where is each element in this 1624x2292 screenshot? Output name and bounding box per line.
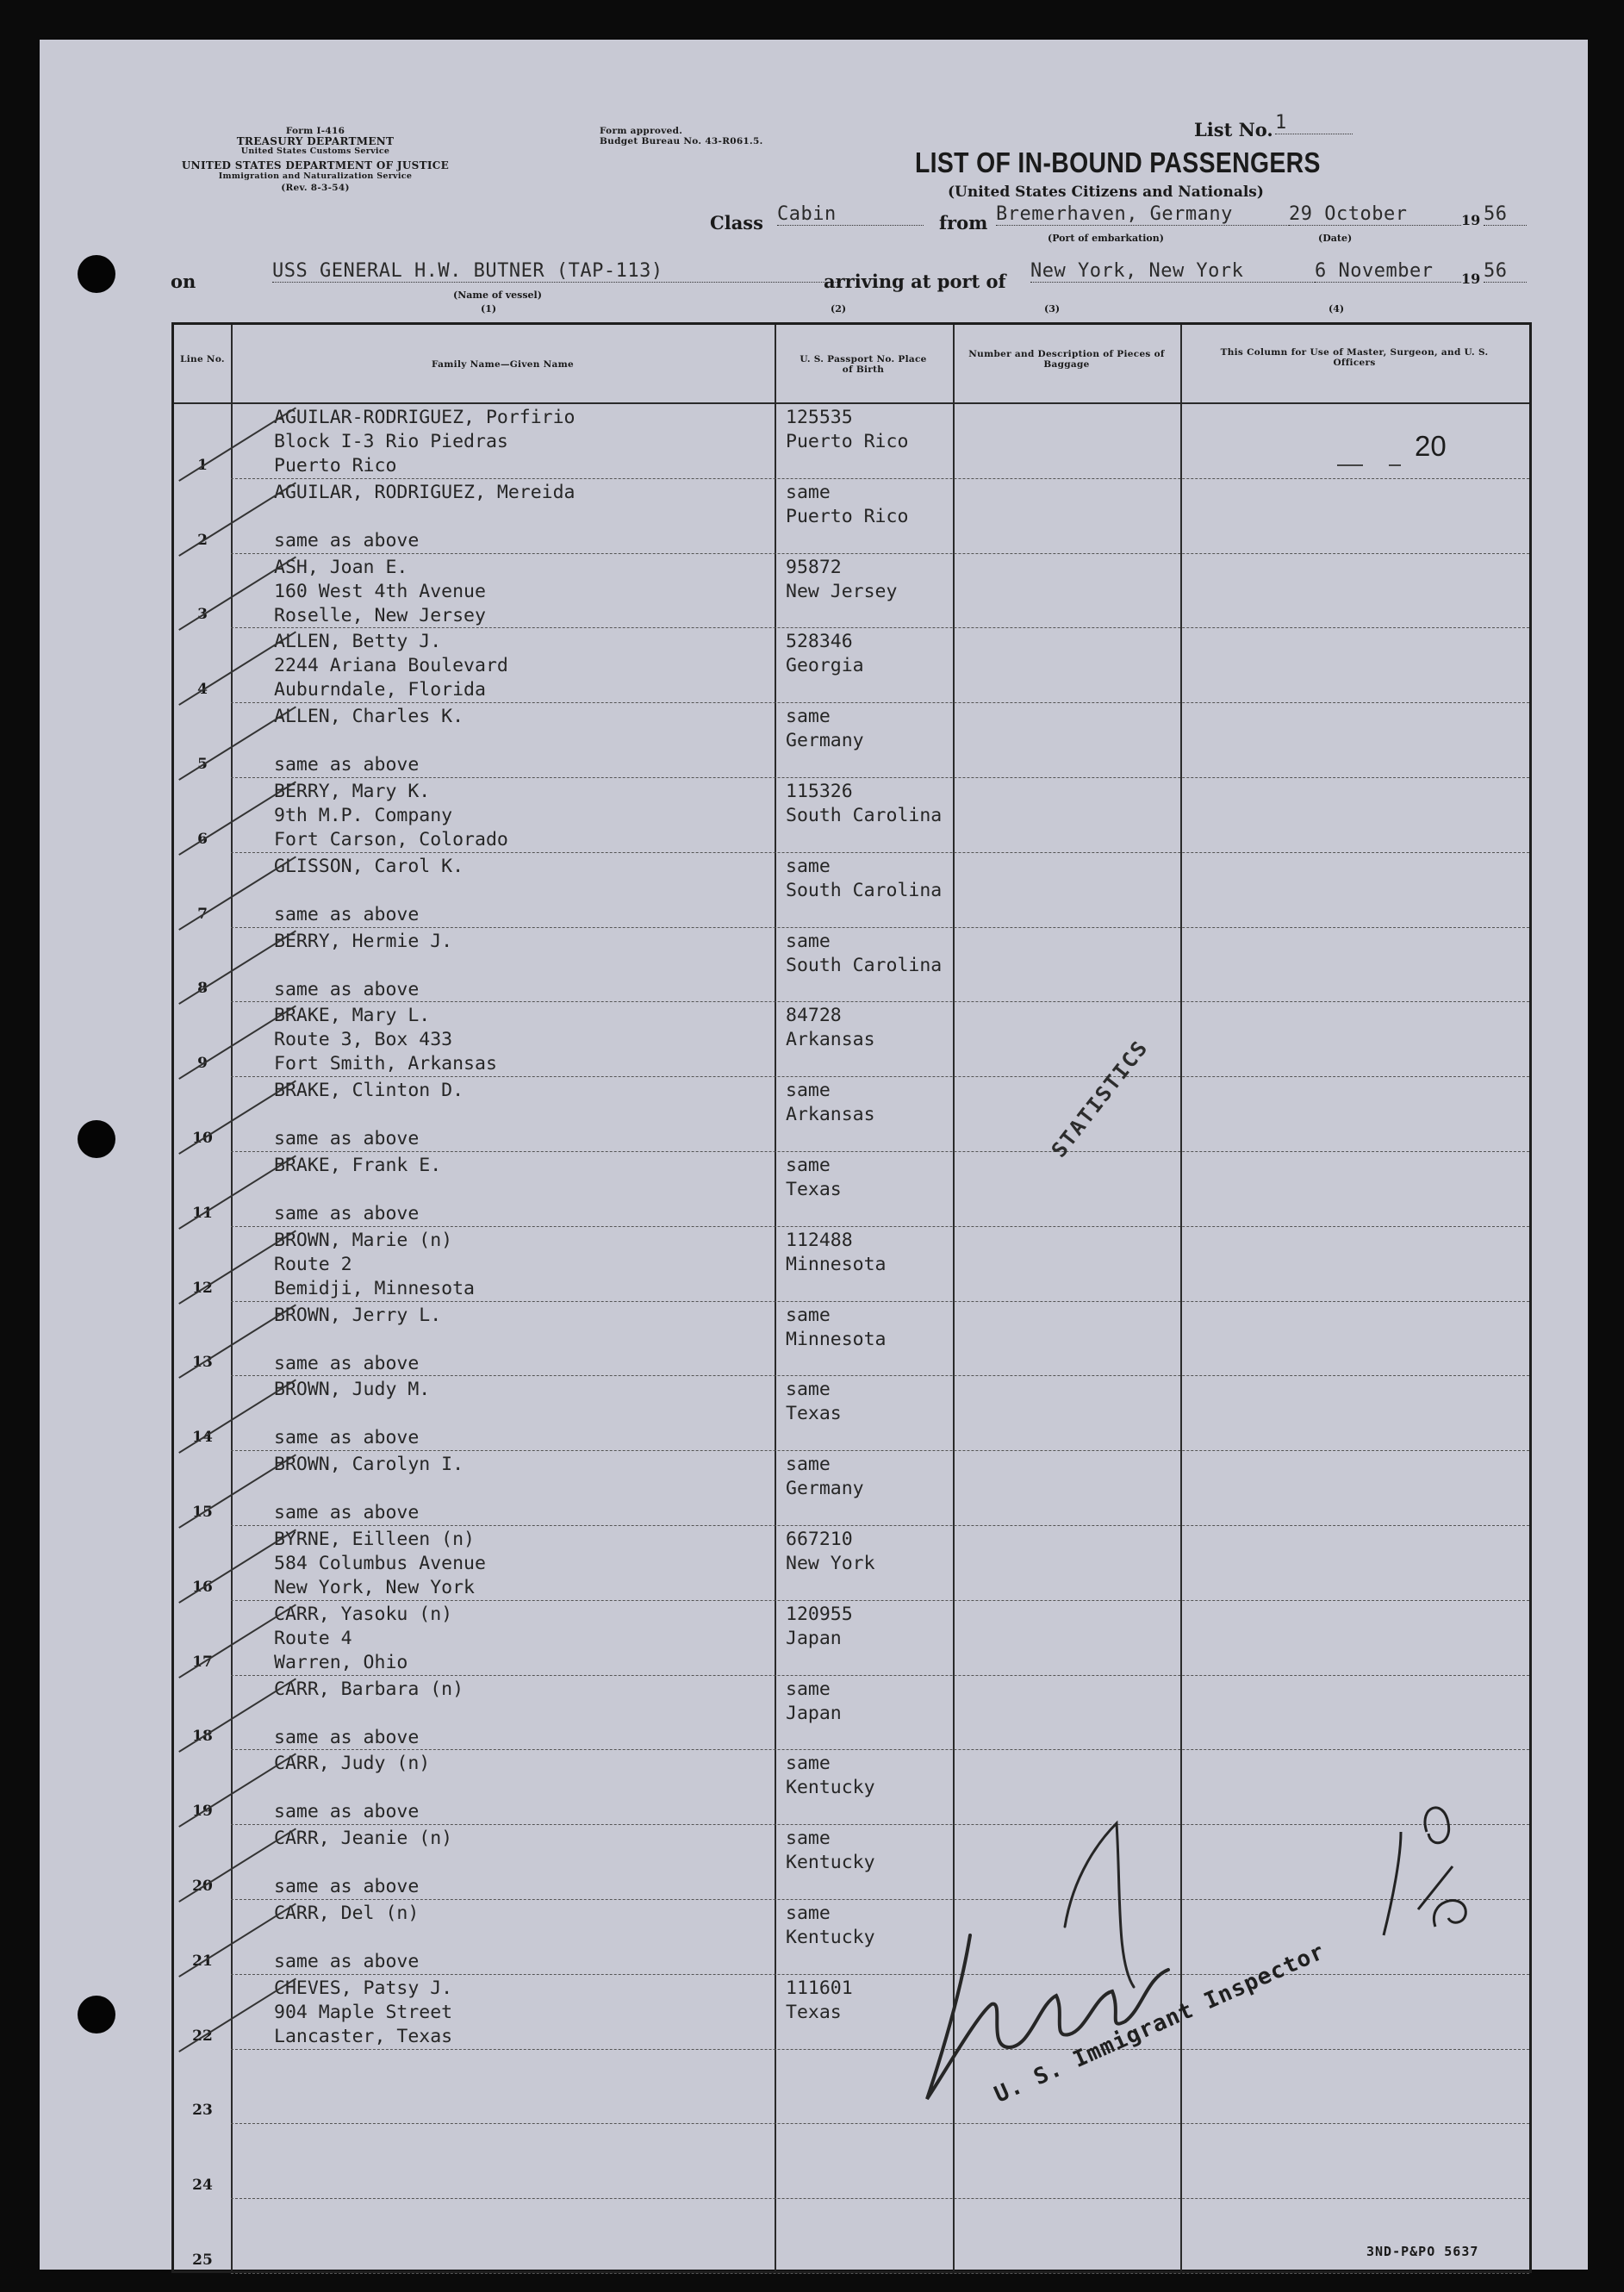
- punch-hole: [78, 255, 115, 293]
- passenger-address-line: Bemidji, Minnesota: [274, 1277, 475, 1299]
- line-number: 3: [197, 606, 208, 624]
- passenger-name: BROWN, Jerry L.: [274, 1304, 442, 1326]
- table-row: [174, 479, 1529, 554]
- passenger-name-address: [274, 1229, 475, 1301]
- table-row: [174, 2050, 1529, 2125]
- passport-number: same: [786, 1379, 831, 1401]
- passport-number: same: [786, 1753, 831, 1775]
- passenger-name: CARR, Jeanie (n): [274, 1828, 453, 1850]
- table-row: [174, 1825, 1529, 1900]
- place-of-birth: Texas: [786, 1403, 842, 1425]
- passport-number: 111601: [786, 1977, 853, 1999]
- passenger-name: BRAKE, Clinton D.: [274, 1080, 464, 1102]
- passenger-address-line: Lancaster, Texas: [274, 2025, 453, 2047]
- header-line-no: Line No.: [180, 354, 225, 364]
- header-baggage: Number and Description of Pieces of Baggage: [968, 349, 1165, 370]
- passenger-address-line: [274, 2225, 285, 2249]
- form-approved: Form approved.: [600, 126, 683, 136]
- passenger-name-address: [274, 556, 486, 628]
- passport-number: [786, 2126, 797, 2150]
- year-prefix: 19: [1461, 212, 1481, 228]
- date-caption: (Date): [1318, 233, 1353, 244]
- passport-birthplace: [786, 1304, 887, 1352]
- line-number: 8: [197, 980, 208, 998]
- passport-birthplace: [786, 1528, 875, 1576]
- place-of-birth: Arkansas: [786, 1104, 875, 1126]
- passport-number: 95872: [786, 556, 842, 578]
- passenger-address-line: [274, 1328, 441, 1352]
- place-of-birth: Puerto Rico: [786, 505, 909, 527]
- line-number: 12: [192, 1279, 213, 1297]
- line-number: 17: [192, 1653, 213, 1671]
- line-number: 22: [192, 2027, 213, 2045]
- passenger-name: ALLEN, Betty J.: [274, 631, 442, 653]
- officer-count: 20: [1415, 430, 1447, 462]
- passenger-address-line: same as above: [274, 1801, 420, 1823]
- passport-birthplace: [786, 406, 908, 454]
- place-of-birth: Germany: [786, 730, 864, 752]
- passenger-name: BERRY, Mary K.: [274, 781, 431, 802]
- embarkation-port: Bremerhaven, Germany: [996, 203, 1289, 226]
- passenger-name-address: [274, 1603, 452, 1675]
- passport-birthplace: [786, 1378, 842, 1426]
- table-row: [174, 2199, 1529, 2274]
- passenger-name: CHEVES, Patsy J.: [274, 1977, 453, 1999]
- passenger-name-address: [274, 705, 464, 777]
- passenger-address-line: [274, 2174, 285, 2198]
- passport-birthplace: [786, 481, 908, 529]
- passenger-address-line: Warren, Ohio: [274, 1651, 408, 1673]
- passenger-address-line: 9th M.P. Company: [274, 805, 453, 826]
- passenger-name-address: [274, 1827, 452, 1899]
- passenger-address-line: same as above: [274, 1502, 420, 1524]
- passport-number: same: [786, 481, 831, 503]
- line-number: 18: [192, 1728, 213, 1746]
- passenger-name: BERRY, Hermie J.: [274, 930, 453, 952]
- place-of-birth: Japan: [786, 1702, 842, 1724]
- passenger-address-line: same as above: [274, 1726, 420, 1748]
- passenger-address-line: [274, 2076, 285, 2100]
- passport-birthplace: [786, 1827, 875, 1875]
- passenger-address-line: Fort Smith, Arkansas: [274, 1053, 497, 1075]
- place-of-birth: New York: [786, 1553, 875, 1574]
- passenger-address-line: [274, 1776, 430, 1800]
- passenger-name: CARR, Del (n): [274, 1903, 420, 1924]
- line-number: 2: [197, 531, 208, 549]
- place-of-birth: Kentucky: [786, 1927, 875, 1948]
- passport-number: same: [786, 1080, 831, 1102]
- passenger-name-address: [274, 1902, 419, 1974]
- passenger-name-address: [274, 1678, 464, 1750]
- passport-number: 667210: [786, 1529, 853, 1550]
- passenger-name: ALLEN, Charles K.: [274, 706, 464, 728]
- passport-number: same: [786, 1454, 831, 1476]
- passenger-address-line: [274, 1103, 464, 1127]
- passenger-name-address: [274, 1378, 430, 1450]
- form-title: LIST OF IN-BOUND PASSENGERS: [915, 146, 1321, 178]
- passenger-address-line: [274, 1477, 464, 1501]
- table-row: [174, 404, 1529, 479]
- passport-number: same: [786, 1903, 831, 1924]
- place-of-birth: Kentucky: [786, 1777, 875, 1799]
- passenger-name: CARR, Yasoku (n): [274, 1603, 453, 1625]
- passenger-name: [274, 2126, 285, 2150]
- passenger-address-line: Auburndale, Florida: [274, 679, 486, 701]
- margin-note: [1366, 1797, 1478, 1944]
- passenger-table: [171, 322, 1532, 2273]
- passport-birthplace: [786, 1154, 842, 1202]
- passenger-address-line: same as above: [274, 1128, 420, 1150]
- passenger-name-address: [274, 1752, 430, 1824]
- form-number: Form I-416: [285, 126, 345, 136]
- passenger-name: [274, 2052, 285, 2076]
- header-name: Family Name—Given Name: [431, 359, 575, 370]
- passport-birthplace: [786, 855, 942, 903]
- place-of-birth: South Carolina: [786, 805, 943, 826]
- passenger-name: CARR, Judy (n): [274, 1753, 431, 1775]
- place-of-birth: Puerto Rico: [786, 431, 909, 452]
- col-num-4: (4): [1328, 303, 1345, 315]
- customs-service: United States Customs Service: [240, 146, 390, 156]
- line-number: 6: [197, 830, 208, 848]
- line-number: 1: [197, 456, 208, 474]
- table-row: [174, 853, 1529, 928]
- line-number: 5: [197, 755, 208, 773]
- officer-dash: [1389, 464, 1401, 466]
- table-row: [174, 1302, 1529, 1377]
- passport-birthplace: [786, 930, 942, 978]
- passenger-name: BROWN, Judy M.: [274, 1379, 431, 1401]
- punch-hole: [78, 1120, 115, 1158]
- table-row: [174, 1451, 1529, 1526]
- line-number: 25: [192, 2251, 213, 2269]
- arrival-year: 56: [1484, 260, 1527, 283]
- place-of-birth: [786, 2150, 797, 2174]
- table-row: [174, 1376, 1529, 1451]
- passport-birthplace: [786, 556, 897, 604]
- on-label: on: [171, 271, 196, 292]
- punch-hole: [78, 1996, 115, 2034]
- list-no-value: 1: [1275, 112, 1353, 134]
- passport-birthplace: [786, 1752, 875, 1800]
- treasury-department: TREASURY DEPARTMENT: [236, 135, 395, 147]
- place-of-birth: Germany: [786, 1478, 864, 1500]
- passport-number: 528346: [786, 631, 853, 653]
- table-row: [174, 1601, 1529, 1676]
- line-number: 10: [192, 1129, 213, 1147]
- passenger-address-line: [274, 505, 576, 529]
- table-row: [174, 1152, 1529, 1227]
- passport-birthplace: [786, 2126, 797, 2174]
- passenger-name-address: [274, 406, 576, 478]
- passenger-address-line: 584 Columbus Avenue: [274, 1553, 486, 1574]
- table-row: [174, 928, 1529, 1003]
- passenger-name-address: [274, 2126, 285, 2198]
- header-officers: This Column for Use of Master, Surgeon, and U. S. Officers: [1220, 347, 1489, 368]
- passenger-address-line: Fort Carson, Colorado: [274, 829, 508, 850]
- line-number: 19: [192, 1803, 213, 1821]
- passport-birthplace: [786, 1678, 842, 1726]
- passenger-address-line: 2244 Ariana Boulevard: [274, 655, 508, 677]
- place-of-birth: Minnesota: [786, 1253, 887, 1275]
- officer-dash: [1337, 464, 1363, 466]
- table-row: [174, 1526, 1529, 1601]
- line-number: 21: [192, 1952, 213, 1970]
- passenger-name: BRAKE, Frank E.: [274, 1155, 442, 1176]
- passenger-name: GLISSON, Carol K.: [274, 855, 464, 877]
- passenger-address-line: [274, 954, 452, 978]
- passport-number: same: [786, 1678, 831, 1700]
- passport-number: 84728: [786, 1005, 842, 1027]
- passenger-name-address: [274, 930, 452, 1002]
- list-no-label: List No.: [1194, 119, 1273, 140]
- passport-birthplace: [786, 1004, 875, 1052]
- arrival-date: 6 November: [1315, 260, 1461, 283]
- passenger-address-line: same as above: [274, 978, 420, 1000]
- immigration-service: Immigration and Naturalization Service: [218, 171, 413, 181]
- place-of-birth: Arkansas: [786, 1029, 875, 1051]
- passenger-name-address: [274, 1304, 441, 1376]
- passenger-address-line: Block I-3 Rio Piedras: [274, 431, 508, 452]
- passenger-address-line: Route 2: [274, 1253, 352, 1275]
- from-label: from: [939, 212, 988, 234]
- footer-print-code: 3ND-P&PO 5637: [1366, 2244, 1479, 2259]
- passenger-address-line: same as above: [274, 1352, 420, 1374]
- passport-number: 125535: [786, 407, 853, 428]
- passenger-name-address: [274, 1977, 452, 2049]
- class-value: Cabin: [777, 203, 924, 226]
- arriving-label: arriving at port of: [824, 271, 1006, 292]
- manifest-sheet: [40, 40, 1588, 2270]
- passport-number: 112488: [786, 1229, 853, 1251]
- passenger-address-line: same as above: [274, 1876, 420, 1898]
- line-number: 9: [197, 1055, 208, 1073]
- col-num-2: (2): [831, 303, 847, 315]
- line-number: 4: [197, 681, 208, 699]
- line-number: 13: [192, 1354, 213, 1372]
- arrival-port: New York, New York: [1030, 260, 1315, 283]
- passport-birthplace: [786, 1603, 853, 1651]
- line-number: 7: [197, 905, 208, 923]
- passenger-name: AGUILAR-RODRIGUEZ, Porfirio: [274, 407, 576, 428]
- passenger-address-line: 160 West 4th Avenue: [274, 580, 486, 602]
- passenger-address-line: 904 Maple Street: [274, 2001, 453, 2023]
- passenger-address-line: Roselle, New Jersey: [274, 604, 486, 626]
- passport-number: same: [786, 706, 831, 728]
- place-of-birth: South Carolina: [786, 954, 943, 976]
- table-row: [174, 554, 1529, 629]
- place-of-birth: Minnesota: [786, 1328, 887, 1350]
- table-row: [174, 1077, 1529, 1152]
- passport-birthplace: [786, 780, 942, 828]
- passenger-address-line: same as above: [274, 1427, 420, 1449]
- port-caption: (Port of embarkation): [1048, 233, 1164, 244]
- embarkation-year: 56: [1484, 203, 1527, 226]
- passport-birthplace: [786, 1229, 887, 1277]
- passport-number: same: [786, 930, 831, 952]
- passenger-name: ASH, Joan E.: [274, 556, 408, 578]
- form-subtitle: (United States Citizens and Nationals): [948, 184, 1264, 201]
- place-of-birth: Texas: [786, 2001, 842, 2023]
- vessel-caption: (Name of vessel): [453, 290, 542, 301]
- passport-number: same: [786, 1304, 831, 1326]
- class-label: Class: [710, 212, 763, 234]
- passenger-address-line: [274, 2249, 285, 2273]
- immigrant-inspector-stamp: U. S. Immigrant Inspector: [990, 1938, 1329, 2108]
- line-number: 20: [192, 1877, 213, 1895]
- passport-number: same: [786, 1155, 831, 1176]
- passport-birthplace: [786, 1902, 875, 1950]
- passenger-address-line: [274, 1702, 464, 1726]
- table-row: [174, 2124, 1529, 2199]
- passenger-name-address: [274, 1079, 464, 1151]
- revision-date: (Rev. 8-3-54): [281, 183, 350, 193]
- passenger-address-line: [274, 879, 464, 903]
- passport-number: 115326: [786, 781, 853, 802]
- passenger-address-line: Puerto Rico: [274, 455, 397, 476]
- line-number: 11: [192, 1204, 213, 1222]
- table-row: [174, 1676, 1529, 1751]
- passenger-address-line: [274, 2150, 285, 2174]
- table-row: [174, 778, 1529, 853]
- place-of-birth: Japan: [786, 1627, 842, 1649]
- passenger-name-address: [274, 630, 508, 702]
- budget-bureau-no: Budget Bureau No. 43-R061.5.: [600, 136, 763, 146]
- passport-birthplace: [786, 1977, 853, 2025]
- place-of-birth: [786, 2225, 797, 2249]
- table-row: [174, 1227, 1529, 1302]
- passenger-name-address: [274, 1528, 486, 1600]
- passenger-name-address: [274, 1453, 464, 1525]
- line-number: 24: [192, 2177, 213, 2195]
- passenger-name: AGUILAR, RODRIGUEZ, Mereida: [274, 481, 576, 503]
- passenger-address-line: Route 3, Box 433: [274, 1029, 453, 1051]
- place-of-birth: South Carolina: [786, 879, 943, 901]
- passport-birthplace: [786, 630, 864, 678]
- passenger-address-line: [274, 1926, 419, 1950]
- justice-department: UNITED STATES DEPARTMENT OF JUSTICE: [181, 159, 450, 171]
- passenger-address-line: [274, 1178, 441, 1202]
- place-of-birth: Texas: [786, 1179, 842, 1200]
- passenger-name: [274, 2201, 285, 2225]
- passport-birthplace: [786, 705, 864, 753]
- col-num-1: (1): [481, 303, 497, 315]
- year-prefix-2: 19: [1461, 271, 1481, 287]
- place-of-birth: Georgia: [786, 655, 864, 677]
- passenger-name: BROWN, Carolyn I.: [274, 1454, 464, 1476]
- passenger-name-address: [274, 855, 464, 927]
- passport-birthplace: [786, 2052, 797, 2100]
- passenger-address-line: same as above: [274, 1203, 420, 1224]
- passenger-address-line: same as above: [274, 529, 420, 551]
- passenger-name-address: [274, 2052, 285, 2124]
- place-of-birth: [786, 2076, 797, 2100]
- passenger-address-line: [274, 2100, 285, 2124]
- passenger-address-line: Route 4: [274, 1627, 352, 1649]
- passenger-name-address: [274, 1154, 441, 1226]
- header-passport: U. S. Passport No. Place of Birth: [800, 354, 927, 375]
- passport-number: same: [786, 855, 831, 877]
- line-number: 14: [192, 1429, 213, 1447]
- statistics-stamp: STATISTICS: [1046, 1035, 1154, 1162]
- passenger-address-line: [274, 1402, 430, 1426]
- row-rule: [231, 2273, 1529, 2274]
- passenger-name-address: [274, 1004, 497, 1076]
- table-row: [174, 1750, 1529, 1825]
- passport-number: same: [786, 1828, 831, 1850]
- line-number: 16: [192, 1578, 213, 1596]
- line-number: 23: [192, 2102, 213, 2120]
- passenger-name-address: [274, 2201, 285, 2273]
- table-row: [174, 1002, 1529, 1077]
- place-of-birth: New Jersey: [786, 580, 898, 602]
- passenger-name: CARR, Barbara (n): [274, 1678, 464, 1700]
- passenger-address-line: [274, 729, 464, 753]
- passport-birthplace: [786, 1079, 875, 1127]
- passenger-address-line: [274, 1851, 452, 1875]
- passenger-name: BRAKE, Mary L.: [274, 1005, 431, 1027]
- passenger-address-line: same as above: [274, 903, 420, 925]
- line-number: 15: [192, 1503, 213, 1521]
- passenger-name: BROWN, Marie (n): [274, 1229, 453, 1251]
- passenger-address-line: same as above: [274, 754, 420, 776]
- passenger-name-address: [274, 481, 576, 553]
- passport-number: [786, 2201, 797, 2225]
- col-num-3: (3): [1044, 303, 1061, 315]
- passport-birthplace: [786, 2201, 797, 2249]
- place-of-birth: Kentucky: [786, 1852, 875, 1874]
- table-row: [174, 703, 1529, 778]
- vessel-name: USS GENERAL H.W. BUTNER (TAP-113): [272, 260, 841, 283]
- passenger-address-line: same as above: [274, 1951, 420, 1972]
- passenger-name-address: [274, 780, 508, 852]
- passport-number: [786, 2052, 797, 2076]
- table-row: [174, 1975, 1529, 2050]
- embarkation-date: 29 October: [1289, 203, 1461, 226]
- passport-number: 120955: [786, 1603, 853, 1625]
- passenger-name: BYRNE, Eilleen (n): [274, 1529, 475, 1550]
- table-row: [174, 628, 1529, 703]
- passenger-address-line: New York, New York: [274, 1577, 475, 1598]
- passport-birthplace: [786, 1453, 864, 1501]
